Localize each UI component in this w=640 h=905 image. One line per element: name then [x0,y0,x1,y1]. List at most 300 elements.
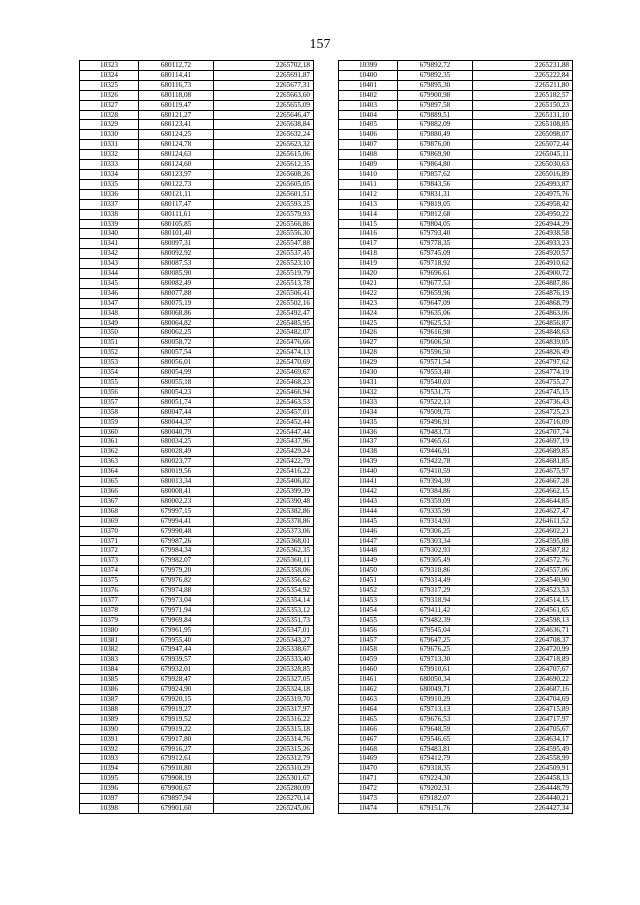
x-coordinate-cell: 680121,27 [139,110,214,120]
x-coordinate-cell: 679910,80 [139,764,214,774]
y-coordinate-cell: 2264427,34 [473,803,573,813]
x-coordinate-cell: 680121,11 [139,189,214,199]
table-row [80,516,314,526]
table-row [339,645,573,655]
table-row [80,744,314,754]
x-coordinate-cell: 679900,98 [398,90,473,100]
y-coordinate-cell: 2264910,62 [473,259,573,269]
y-coordinate-cell: 2264687,16 [473,685,573,695]
table-row [80,675,314,685]
x-coordinate-cell: 679625,53 [398,318,473,328]
y-coordinate-cell: 2265463,53 [214,397,314,407]
table-row [339,695,573,705]
x-coordinate-cell: 679713,13 [398,704,473,714]
table-row [80,387,314,397]
table-row [80,437,314,447]
x-coordinate-cell: 680050,34 [398,675,473,685]
table-row [80,219,314,229]
y-coordinate-cell: 2265605,05 [214,179,314,189]
table-row [80,120,314,130]
x-coordinate-cell: 679908,19 [139,774,214,784]
y-coordinate-cell: 2264705,67 [473,724,573,734]
table-row [339,685,573,695]
table-row [339,140,573,150]
table-row [339,110,573,120]
y-coordinate-cell: 2264644,85 [473,496,573,506]
point-number-cell: 10393 [80,754,139,764]
x-coordinate-cell: 679384,86 [398,486,473,496]
x-coordinate-cell: 680057,54 [139,348,214,358]
x-coordinate-cell: 679151,76 [398,803,473,813]
table-row [339,457,573,467]
table-row [80,615,314,625]
table-row [339,100,573,110]
y-coordinate-cell: 2265457,01 [214,407,314,417]
point-number-cell: 10398 [80,803,139,813]
table-row [339,794,573,804]
y-coordinate-cell: 2264774,19 [473,368,573,378]
point-number-cell: 10414 [339,209,398,219]
point-number-cell: 10370 [80,526,139,536]
table-row [339,160,573,170]
table-row [339,348,573,358]
table-row [339,308,573,318]
x-coordinate-cell: 679939,57 [139,655,214,665]
y-coordinate-cell: 2265382,86 [214,506,314,516]
point-number-cell: 10326 [80,90,139,100]
y-coordinate-cell: 2265447,44 [214,427,314,437]
point-number-cell: 10429 [339,358,398,368]
x-coordinate-cell: 679928,47 [139,675,214,685]
point-number-cell: 10345 [80,278,139,288]
point-number-cell: 10444 [339,506,398,516]
y-coordinate-cell: 2265601,51 [214,189,314,199]
table-row [80,189,314,199]
x-coordinate-cell: 679974,88 [139,586,214,596]
y-coordinate-cell: 2264689,85 [473,447,573,457]
point-number-cell: 10375 [80,576,139,586]
y-coordinate-cell: 2265513,78 [214,278,314,288]
point-number-cell: 10432 [339,387,398,397]
x-coordinate-cell: 680034,25 [139,437,214,447]
point-number-cell: 10363 [80,457,139,467]
point-number-cell: 10454 [339,605,398,615]
x-coordinate-cell: 679745,09 [398,249,473,259]
x-coordinate-cell: 679314,93 [398,516,473,526]
y-coordinate-cell: 2265358,06 [214,566,314,576]
x-coordinate-cell: 679895,30 [398,80,473,90]
x-coordinate-cell: 680054,99 [139,368,214,378]
table-row [339,754,573,764]
x-coordinate-cell: 680013,34 [139,477,214,487]
point-number-cell: 10453 [339,595,398,605]
y-coordinate-cell: 2265566,86 [214,219,314,229]
y-coordinate-cell: 2265045,11 [473,150,573,160]
point-number-cell: 10379 [80,615,139,625]
table-row [80,179,314,189]
y-coordinate-cell: 2264458,13 [473,774,573,784]
y-coordinate-cell: 2264707,67 [473,665,573,675]
x-coordinate-cell: 679869,90 [398,150,473,160]
y-coordinate-cell: 2264958,42 [473,199,573,209]
y-coordinate-cell: 2264595,49 [473,744,573,754]
table-row [80,645,314,655]
table-row [339,397,573,407]
point-number-cell: 10341 [80,239,139,249]
point-number-cell: 10468 [339,744,398,754]
x-coordinate-cell: 679812,68 [398,209,473,219]
table-row [339,179,573,189]
x-coordinate-cell: 679897,58 [398,100,473,110]
point-number-cell: 10464 [339,704,398,714]
x-coordinate-cell: 679920,15 [139,695,214,705]
y-coordinate-cell: 2264708,37 [473,635,573,645]
y-coordinate-cell: 2265547,88 [214,239,314,249]
point-number-cell: 10325 [80,80,139,90]
point-number-cell: 10443 [339,496,398,506]
y-coordinate-cell: 2265468,23 [214,378,314,388]
x-coordinate-cell: 679718,92 [398,259,473,269]
y-coordinate-cell: 2265593,25 [214,199,314,209]
point-number-cell: 10395 [80,774,139,784]
x-coordinate-cell: 679984,34 [139,546,214,556]
point-number-cell: 10436 [339,427,398,437]
table-row [80,368,314,378]
point-number-cell: 10408 [339,150,398,160]
point-number-cell: 10369 [80,516,139,526]
x-coordinate-cell: 679677,53 [398,278,473,288]
x-coordinate-cell: 679410,59 [398,467,473,477]
table-row [80,665,314,675]
table-row [80,269,314,279]
x-coordinate-cell: 679522,13 [398,397,473,407]
x-coordinate-cell: 680114,41 [139,70,214,80]
y-coordinate-cell: 2264675,97 [473,467,573,477]
y-coordinate-cell: 2264900,72 [473,269,573,279]
point-number-cell: 10433 [339,397,398,407]
y-coordinate-cell: 2265470,69 [214,358,314,368]
y-coordinate-cell: 2264715,89 [473,704,573,714]
point-number-cell: 10472 [339,784,398,794]
point-number-cell: 10372 [80,546,139,556]
coordinates-table-right-body [339,61,573,814]
table-row [339,70,573,80]
table-row [339,288,573,298]
y-coordinate-cell: 2264856,87 [473,318,573,328]
point-number-cell: 10437 [339,437,398,447]
point-number-cell: 10419 [339,259,398,269]
x-coordinate-cell: 679540,03 [398,378,473,388]
table-row [80,328,314,338]
x-coordinate-cell: 679932,01 [139,665,214,675]
point-number-cell: 10428 [339,348,398,358]
table-row [339,764,573,774]
point-number-cell: 10390 [80,724,139,734]
table-row [339,427,573,437]
table-row [80,506,314,516]
point-number-cell: 10456 [339,625,398,635]
point-number-cell: 10350 [80,328,139,338]
y-coordinate-cell: 2265485,95 [214,318,314,328]
table-row [339,734,573,744]
table-row [80,199,314,209]
x-coordinate-cell: 679659,96 [398,288,473,298]
table-row [80,140,314,150]
y-coordinate-cell: 2265316,22 [214,714,314,724]
table-row [339,358,573,368]
table-row [80,794,314,804]
point-number-cell: 10361 [80,437,139,447]
x-coordinate-cell: 679955,40 [139,635,214,645]
x-coordinate-cell: 680064,82 [139,318,214,328]
point-number-cell: 10384 [80,665,139,675]
point-number-cell: 10328 [80,110,139,120]
table-row [339,477,573,487]
table-row [339,546,573,556]
point-number-cell: 10360 [80,427,139,437]
x-coordinate-cell: 680123,41 [139,120,214,130]
table-row [80,457,314,467]
point-number-cell: 10340 [80,229,139,239]
table-row [339,506,573,516]
point-number-cell: 10348 [80,308,139,318]
table-row [80,80,314,90]
point-number-cell: 10332 [80,150,139,160]
table-row [80,714,314,724]
table-row [339,744,573,754]
y-coordinate-cell: 2264514,15 [473,595,573,605]
table-row [339,496,573,506]
x-coordinate-cell: 679306,25 [398,526,473,536]
point-number-cell: 10431 [339,378,398,388]
table-row [80,556,314,566]
y-coordinate-cell: 2264993,87 [473,179,573,189]
point-number-cell: 10394 [80,764,139,774]
table-row [80,259,314,269]
y-coordinate-cell: 2265324,18 [214,685,314,695]
y-coordinate-cell: 2265579,93 [214,209,314,219]
x-coordinate-cell: 679912,61 [139,754,214,764]
point-number-cell: 10461 [339,675,398,685]
x-coordinate-cell: 680077,88 [139,288,214,298]
y-coordinate-cell: 2264627,47 [473,506,573,516]
table-row [80,169,314,179]
y-coordinate-cell: 2265416,22 [214,467,314,477]
x-coordinate-cell: 680062,25 [139,328,214,338]
x-coordinate-cell: 680118,08 [139,90,214,100]
point-number-cell: 10327 [80,100,139,110]
y-coordinate-cell: 2265315,18 [214,724,314,734]
x-coordinate-cell: 679571,54 [398,358,473,368]
table-row [339,566,573,576]
y-coordinate-cell: 2264558,99 [473,754,573,764]
y-coordinate-cell: 2265353,12 [214,605,314,615]
table-row [80,61,314,71]
x-coordinate-cell: 680101,40 [139,229,214,239]
y-coordinate-cell: 2265360,11 [214,556,314,566]
x-coordinate-cell: 680123,97 [139,169,214,179]
point-number-cell: 10399 [339,61,398,71]
table-row [339,516,573,526]
y-coordinate-cell: 2264697,19 [473,437,573,447]
point-number-cell: 10362 [80,447,139,457]
x-coordinate-cell: 680008,41 [139,486,214,496]
point-number-cell: 10469 [339,754,398,764]
y-coordinate-cell: 2265466,94 [214,387,314,397]
x-coordinate-cell: 679647,09 [398,298,473,308]
y-coordinate-cell: 2265474,13 [214,348,314,358]
x-coordinate-cell: 679394,39 [398,477,473,487]
x-coordinate-cell: 680054,23 [139,387,214,397]
point-number-cell: 10329 [80,120,139,130]
x-coordinate-cell: 679916,27 [139,744,214,754]
point-number-cell: 10420 [339,269,398,279]
table-row [339,655,573,665]
table-row [80,397,314,407]
y-coordinate-cell: 2265632,24 [214,130,314,140]
y-coordinate-cell: 2264634,17 [473,734,573,744]
point-number-cell: 10378 [80,605,139,615]
y-coordinate-cell: 2264595,08 [473,536,573,546]
y-coordinate-cell: 2264736,43 [473,397,573,407]
y-coordinate-cell: 2264826,49 [473,348,573,358]
x-coordinate-cell: 680124,60 [139,160,214,170]
point-number-cell: 10367 [80,496,139,506]
x-coordinate-cell: 679482,39 [398,615,473,625]
point-number-cell: 10364 [80,467,139,477]
x-coordinate-cell: 679882,09 [398,120,473,130]
x-coordinate-cell: 679483,81 [398,744,473,754]
y-coordinate-cell: 2265519,79 [214,269,314,279]
table-row [80,90,314,100]
table-row [80,764,314,774]
table-row [339,298,573,308]
x-coordinate-cell: 679553,48 [398,368,473,378]
table-row [80,576,314,586]
point-number-cell: 10346 [80,288,139,298]
x-coordinate-cell: 679793,40 [398,229,473,239]
point-number-cell: 10374 [80,566,139,576]
table-row [80,249,314,259]
x-coordinate-cell: 679635,06 [398,308,473,318]
x-coordinate-cell: 679982,07 [139,556,214,566]
y-coordinate-cell: 2265347,01 [214,625,314,635]
y-coordinate-cell: 2264975,76 [473,189,573,199]
y-coordinate-cell: 2265406,82 [214,477,314,487]
table-row [339,595,573,605]
x-coordinate-cell: 679314,49 [398,576,473,586]
x-coordinate-cell: 679182,07 [398,794,473,804]
table-row [339,239,573,249]
point-number-cell: 10434 [339,407,398,417]
y-coordinate-cell: 2264561,65 [473,605,573,615]
table-row [339,209,573,219]
x-coordinate-cell: 679987,26 [139,536,214,546]
y-coordinate-cell: 2264602,21 [473,526,573,536]
point-number-cell: 10474 [339,803,398,813]
point-number-cell: 10423 [339,298,398,308]
point-number-cell: 10343 [80,259,139,269]
table-row [80,209,314,219]
point-number-cell: 10353 [80,358,139,368]
table-row [339,635,573,645]
y-coordinate-cell: 2265452,44 [214,417,314,427]
table-row [339,249,573,259]
table-row [339,625,573,635]
x-coordinate-cell: 680040,79 [139,427,214,437]
x-coordinate-cell: 680087,53 [139,259,214,269]
table-row [339,278,573,288]
y-coordinate-cell: 2264933,23 [473,239,573,249]
y-coordinate-cell: 2264681,85 [473,457,573,467]
table-row [80,803,314,813]
point-number-cell: 10331 [80,140,139,150]
point-number-cell: 10415 [339,219,398,229]
y-coordinate-cell: 2265399,39 [214,486,314,496]
point-number-cell: 10397 [80,794,139,804]
x-coordinate-cell: 680124,78 [139,140,214,150]
table-row [80,685,314,695]
y-coordinate-cell: 2265333,40 [214,655,314,665]
y-coordinate-cell: 2265655,09 [214,100,314,110]
point-number-cell: 10383 [80,655,139,665]
point-number-cell: 10452 [339,586,398,596]
point-number-cell: 10366 [80,486,139,496]
table-row [339,219,573,229]
y-coordinate-cell: 2264720,99 [473,645,573,655]
point-number-cell: 10351 [80,338,139,348]
table-row [80,704,314,714]
y-coordinate-cell: 2264839,05 [473,338,573,348]
y-coordinate-cell: 2264667,28 [473,477,573,487]
point-number-cell: 10412 [339,189,398,199]
x-coordinate-cell: 679947,44 [139,645,214,655]
y-coordinate-cell: 2264887,86 [473,278,573,288]
point-number-cell: 10334 [80,169,139,179]
table-row [80,447,314,457]
y-coordinate-cell: 2265646,47 [214,110,314,120]
y-coordinate-cell: 2265315,26 [214,744,314,754]
table-row [80,635,314,645]
x-coordinate-cell: 679910,61 [398,665,473,675]
point-number-cell: 10354 [80,368,139,378]
point-number-cell: 10439 [339,457,398,467]
y-coordinate-cell: 2265368,01 [214,536,314,546]
table-row [80,229,314,239]
x-coordinate-cell: 679961,95 [139,625,214,635]
x-coordinate-cell: 679892,35 [398,70,473,80]
table-row [339,150,573,160]
table-row [339,120,573,130]
table-row [339,199,573,209]
x-coordinate-cell: 679917,80 [139,734,214,744]
y-coordinate-cell: 2264938,58 [473,229,573,239]
x-coordinate-cell: 679864,80 [398,160,473,170]
table-row [339,536,573,546]
x-coordinate-cell: 680092,92 [139,249,214,259]
table-row [80,239,314,249]
x-coordinate-cell: 679676,25 [398,645,473,655]
point-number-cell: 10388 [80,704,139,714]
y-coordinate-cell: 2265319,70 [214,695,314,705]
point-number-cell: 10344 [80,269,139,279]
point-number-cell: 10342 [80,249,139,259]
point-number-cell: 10424 [339,308,398,318]
y-coordinate-cell: 2265702,18 [214,61,314,71]
point-number-cell: 10448 [339,546,398,556]
y-coordinate-cell: 2264611,52 [473,516,573,526]
table-row [80,427,314,437]
